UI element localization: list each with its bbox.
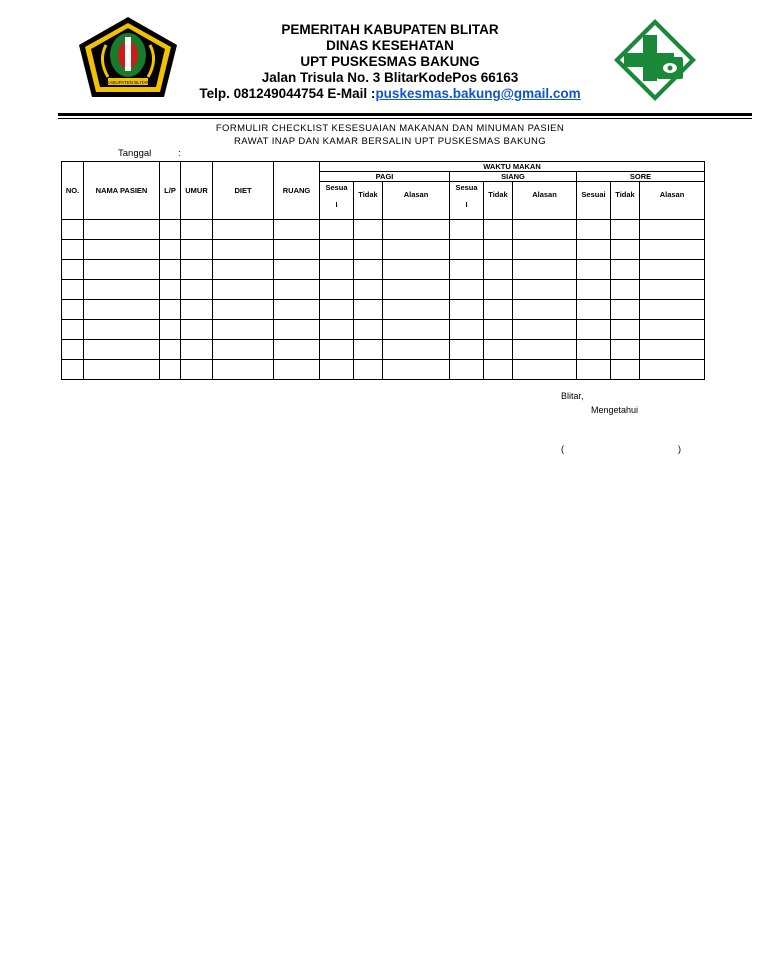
table-cell[interactable] — [160, 320, 181, 340]
table-cell[interactable] — [320, 320, 354, 340]
signature-known: Mengetahui — [591, 405, 639, 415]
table-cell[interactable] — [450, 220, 484, 240]
table-cell[interactable] — [62, 300, 84, 320]
table-cell[interactable] — [181, 280, 213, 300]
table-cell[interactable] — [484, 300, 513, 320]
col-waktu-makan: WAKTU MAKAN — [320, 162, 705, 172]
table-cell[interactable] — [213, 280, 274, 300]
table-cell[interactable] — [383, 220, 450, 240]
table-cell[interactable] — [450, 260, 484, 280]
table-cell[interactable] — [84, 360, 160, 380]
table-cell[interactable] — [354, 300, 383, 320]
table-cell[interactable] — [611, 260, 640, 280]
col-pagi-sesuai: Sesua I — [320, 182, 354, 220]
table-cell[interactable] — [640, 300, 705, 320]
table-cell[interactable] — [484, 220, 513, 240]
col-sore-tidak: Tidak — [611, 182, 640, 220]
col-sore: SORE — [577, 172, 705, 182]
table-cell[interactable] — [354, 320, 383, 340]
table-cell[interactable] — [84, 320, 160, 340]
table-cell[interactable] — [320, 220, 354, 240]
table-cell[interactable] — [274, 260, 320, 280]
checklist-table — [61, 161, 705, 380]
table-cell[interactable] — [513, 280, 577, 300]
table-cell[interactable] — [274, 240, 320, 260]
table-cell[interactable] — [62, 360, 84, 380]
table-cell[interactable] — [160, 220, 181, 240]
col-siang: SIANG — [450, 172, 577, 182]
table-cell[interactable] — [320, 300, 354, 320]
col-ruang: RUANG — [274, 162, 320, 220]
table-cell[interactable] — [274, 320, 320, 340]
table-cell[interactable] — [640, 360, 705, 380]
table-cell[interactable] — [484, 240, 513, 260]
table-row — [62, 360, 705, 380]
table-cell[interactable] — [354, 220, 383, 240]
table-cell[interactable] — [577, 220, 611, 240]
table-cell[interactable] — [62, 220, 84, 240]
table-cell[interactable] — [577, 240, 611, 260]
col-no: NO. — [62, 162, 84, 220]
table-cell[interactable] — [611, 280, 640, 300]
table-cell[interactable] — [181, 260, 213, 280]
table-cell[interactable] — [640, 280, 705, 300]
puskesmas-logo — [612, 17, 698, 103]
table-cell[interactable] — [611, 220, 640, 240]
col-sore-sesuai: Sesuai — [577, 182, 611, 220]
table-cell[interactable] — [320, 340, 354, 360]
table-cell[interactable] — [181, 240, 213, 260]
table-cell[interactable] — [383, 260, 450, 280]
table-cell[interactable] — [484, 340, 513, 360]
table-cell[interactable] — [577, 340, 611, 360]
table-cell[interactable] — [274, 220, 320, 240]
table-row — [62, 220, 705, 240]
table-cell[interactable] — [640, 320, 705, 340]
header-line3: UPT PUSKESMAS BAKUNG — [300, 54, 480, 69]
header-divider-thick — [58, 113, 752, 116]
table-cell[interactable] — [62, 260, 84, 280]
table-cell[interactable] — [484, 260, 513, 280]
table-cell[interactable] — [274, 360, 320, 380]
table-cell[interactable] — [354, 340, 383, 360]
tanggal-colon: : — [178, 148, 181, 159]
table-row — [62, 300, 705, 320]
tanggal-field — [118, 148, 181, 159]
table-cell[interactable] — [577, 260, 611, 280]
tanggal-label: Tanggal — [118, 148, 152, 159]
table-cell[interactable] — [383, 360, 450, 380]
table-cell[interactable] — [160, 280, 181, 300]
table-row — [62, 340, 705, 360]
table-cell[interactable] — [383, 320, 450, 340]
email-link[interactable]: puskesmas.bakung@gmail.com — [375, 86, 581, 101]
table-cell[interactable] — [484, 360, 513, 380]
form-title-line2: RAWAT INAP DAN KAMAR BERSALIN UPT PUSKESMAS BAKUNG — [233, 136, 547, 147]
col-nama-pasien: NAMA PASIEN — [84, 162, 160, 220]
table-cell[interactable] — [213, 240, 274, 260]
table-cell[interactable] — [577, 320, 611, 340]
table-cell[interactable] — [213, 220, 274, 240]
col-pagi-alasan: Alasan — [383, 182, 450, 220]
table-cell[interactable] — [611, 360, 640, 380]
table-cell[interactable] — [181, 300, 213, 320]
table-cell[interactable] — [62, 340, 84, 360]
table-cell[interactable] — [484, 280, 513, 300]
col-diet: DIET — [213, 162, 274, 220]
table-cell[interactable] — [320, 240, 354, 260]
table-cell[interactable] — [160, 340, 181, 360]
table-cell[interactable] — [160, 360, 181, 380]
table-cell[interactable] — [484, 320, 513, 340]
table-cell[interactable] — [513, 360, 577, 380]
header-divider-thin — [58, 118, 752, 119]
signature-close-paren: ) — [678, 444, 681, 454]
letterhead — [180, 22, 600, 102]
table-cell[interactable] — [274, 280, 320, 300]
table-cell[interactable] — [84, 300, 160, 320]
table-cell[interactable] — [450, 340, 484, 360]
col-siang-alasan: Alasan — [513, 182, 577, 220]
table-cell[interactable] — [611, 300, 640, 320]
header-contact — [180, 86, 600, 102]
table-cell[interactable] — [84, 260, 160, 280]
signature-place: Blitar, — [561, 391, 584, 401]
table-cell[interactable] — [577, 280, 611, 300]
table-cell[interactable] — [160, 260, 181, 280]
table-cell[interactable] — [181, 360, 213, 380]
table-cell[interactable] — [640, 240, 705, 260]
table-cell[interactable] — [213, 340, 274, 360]
table-cell[interactable] — [213, 260, 274, 280]
table-cell[interactable] — [354, 280, 383, 300]
svg-text:KABUPATEN BLITAR: KABUPATEN BLITAR — [106, 80, 150, 85]
checklist-rows — [62, 220, 705, 380]
table-row — [62, 260, 705, 280]
table-cell[interactable] — [450, 240, 484, 260]
phone-label: Telp. 081249044754 E-Mail : — [199, 86, 376, 101]
table-cell[interactable] — [320, 280, 354, 300]
header-address: Jalan Trisula No. 3 BlitarKodePos 66163 — [261, 70, 519, 85]
table-row — [62, 240, 705, 260]
table-cell[interactable] — [611, 240, 640, 260]
table-cell[interactable] — [84, 280, 160, 300]
signature-open-paren: ( — [561, 444, 564, 454]
table-cell[interactable] — [383, 240, 450, 260]
table-cell[interactable] — [213, 300, 274, 320]
table-cell[interactable] — [84, 340, 160, 360]
table-cell[interactable] — [640, 220, 705, 240]
table-cell[interactable] — [320, 360, 354, 380]
col-siang-tidak: Tidak — [484, 182, 513, 220]
table-cell[interactable] — [354, 240, 383, 260]
table-cell[interactable] — [274, 300, 320, 320]
header-line2: DINAS KESEHATAN — [326, 38, 454, 53]
table-cell[interactable] — [383, 280, 450, 300]
table-cell[interactable] — [181, 340, 213, 360]
header-line1: PEMERITAH KABUPATEN BLITAR — [281, 22, 499, 37]
table-cell[interactable] — [513, 260, 577, 280]
table-cell[interactable] — [62, 320, 84, 340]
table-cell[interactable] — [84, 220, 160, 240]
table-cell[interactable] — [383, 340, 450, 360]
table-cell[interactable] — [577, 300, 611, 320]
table-cell[interactable] — [354, 260, 383, 280]
table-cell[interactable] — [383, 300, 450, 320]
table-cell[interactable] — [62, 240, 84, 260]
table-cell[interactable] — [450, 320, 484, 340]
form-title — [160, 122, 620, 148]
table-cell[interactable] — [354, 360, 383, 380]
col-lp: L/P — [160, 162, 181, 220]
table-cell[interactable] — [274, 340, 320, 360]
col-sore-alasan: Alasan — [640, 182, 705, 220]
table-cell[interactable] — [450, 280, 484, 300]
table-cell[interactable] — [513, 300, 577, 320]
table-cell[interactable] — [160, 300, 181, 320]
table-cell[interactable] — [181, 320, 213, 340]
table-cell[interactable] — [84, 240, 160, 260]
form-title-line1: FORMULIR CHECKLIST KESESUAIAN MAKANAN DAN MINUMAN PASIEN — [215, 123, 565, 134]
table-cell[interactable] — [160, 240, 181, 260]
table-cell[interactable] — [611, 320, 640, 340]
table-cell[interactable] — [213, 360, 274, 380]
table-cell[interactable] — [213, 320, 274, 340]
table-row — [62, 320, 705, 340]
table-cell[interactable] — [611, 340, 640, 360]
col-pagi-tidak: Tidak — [354, 182, 383, 220]
col-umur: UMUR — [181, 162, 213, 220]
table-cell[interactable] — [513, 220, 577, 240]
col-siang-sesuai: Sesua I — [450, 182, 484, 220]
table-cell[interactable] — [640, 260, 705, 280]
table-cell[interactable] — [513, 240, 577, 260]
table-cell[interactable] — [450, 360, 484, 380]
table-cell[interactable] — [181, 220, 213, 240]
table-cell[interactable] — [513, 320, 577, 340]
col-pagi: PAGI — [320, 172, 450, 182]
table-cell[interactable] — [577, 360, 611, 380]
kabupaten-blitar-logo — [76, 15, 180, 99]
table-cell[interactable] — [320, 260, 354, 280]
table-cell[interactable] — [513, 340, 577, 360]
table-cell[interactable] — [62, 280, 84, 300]
table-cell[interactable] — [640, 340, 705, 360]
table-cell[interactable] — [450, 300, 484, 320]
table-row — [62, 280, 705, 300]
